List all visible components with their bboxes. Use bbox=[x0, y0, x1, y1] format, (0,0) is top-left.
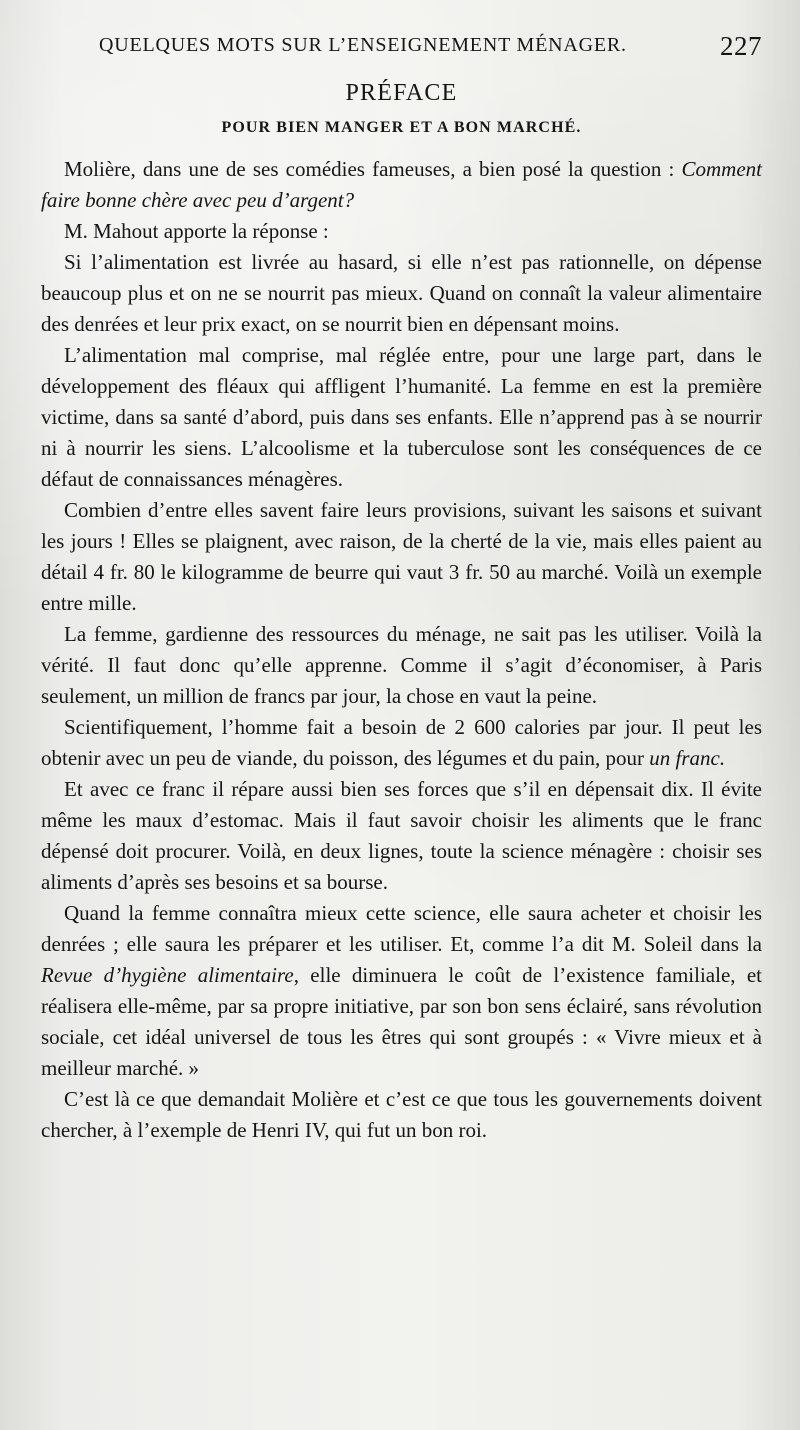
paragraph-3 bbox=[41, 247, 762, 340]
paragraph-1-text: Molière, dans une de ses comédies fameuses, a bien posé la question : bbox=[64, 157, 682, 181]
paragraph-8 bbox=[41, 774, 762, 898]
paragraph-1 bbox=[41, 154, 762, 216]
body-text bbox=[41, 154, 762, 1146]
paragraph-10 bbox=[41, 1084, 762, 1146]
paragraph-3-text: Si l’alimentation est livrée au hasard, si elle n’est pas rationnelle, on dépense beaucoup plus et on ne se nourrit pas mieux. Quand on connaît la valeur alimentaire des denrées et leur prix exact, on se nourrit bien en dépensant moins. bbox=[41, 250, 762, 336]
paragraph-7-italic: un franc. bbox=[649, 746, 726, 770]
section-subtitle: POUR BIEN MANGER ET A BON MARCHÉ. bbox=[221, 119, 582, 136]
paragraph-2 bbox=[41, 216, 762, 247]
paragraph-7 bbox=[41, 712, 762, 774]
paragraph-4-text: L’alimentation mal comprise, mal réglée entre, pour une large part, dans le développement des fléaux qui affligent l’humanité. La femme en est la première victime, dans sa santé d’abord, puis dans ses enfants. Elle n’apprend pas à se nourrir ni à nourrir les siens. L’alcoolisme et la tuberculose sont les conséquences de ce défaut de connaissances ménagères. bbox=[41, 343, 762, 491]
paragraph-6-text: La femme, gardienne des ressources du ménage, ne sait pas les utiliser. Voilà la vérité. Il faut donc qu’elle apprenne. Comme il s’agit d’économiser, à Paris seulement, un million de francs par jour, la chose en vaut la peine. bbox=[41, 622, 762, 708]
paragraph-7-text: Scientifiquement, l’homme fait a besoin de 2 600 calories par jour. Il peut les obtenir avec un peu de viande, du poisson, des légumes et du pain, pour bbox=[41, 715, 762, 770]
section-title: PRÉFACE bbox=[345, 80, 458, 106]
running-title: QUELQUES MOTS SUR L’ENSEIGNEMENT MÉNAGER. bbox=[99, 34, 627, 56]
page-number: 227 bbox=[720, 31, 762, 61]
running-header bbox=[41, 31, 762, 68]
paragraph-10-text: C’est là ce que demandait Molière et c’est ce que tous les gouvernements doivent chercher, à l’exemple de Henri IV, qui fut un bon roi. bbox=[41, 1087, 762, 1142]
paragraph-8-text: Et avec ce franc il répare aussi bien ses forces que s’il en dépensait dix. Il évite même les maux d’estomac. Mais il faut savoir choisir les aliments que le franc dépensé doit procurer. Voilà, en deux lignes, toute la science ménagère : choisir ses aliments d’après ses besoins et sa bourse. bbox=[41, 777, 762, 894]
paragraph-6 bbox=[41, 619, 762, 712]
paragraph-9-text: Quand la femme connaîtra mieux cette science, elle saura acheter et choisir les denrées ; elle saura les préparer et les utiliser. Et, comme l’a dit M. Soleil dans la bbox=[41, 901, 762, 956]
paragraph-5-text: Combien d’entre elles savent faire leurs provisions, suivant les saisons et suivant les jours ! Elles se plaignent, avec raison, de la cherté de la vie, mais elles paient au détail 4 fr. 80 le kilogramme de beurre qui vaut 3 fr. 50 au marché. Voilà un exemple entre mille. bbox=[41, 498, 762, 615]
paragraph-1-italic: Comment faire bonne chère avec peu d’argent? bbox=[41, 157, 762, 212]
paragraph-2-text: M. Mahout apporte la réponse : bbox=[64, 219, 329, 243]
paragraph-9-italic: Revue d’hygiène alimentaire bbox=[41, 963, 294, 987]
paragraph-5 bbox=[41, 495, 762, 619]
paragraph-9-after: , elle diminuera le coût de l’existence familiale, et réalisera elle-même, par sa propre initiative, par son bon sens éclairé, sans révolution sociale, cet idéal universel de tous les êtres qui sont groupés : « Vivre mieux et à meilleur marché. » bbox=[41, 963, 762, 1080]
paragraph-9 bbox=[41, 898, 762, 1084]
paragraph-4 bbox=[41, 340, 762, 495]
